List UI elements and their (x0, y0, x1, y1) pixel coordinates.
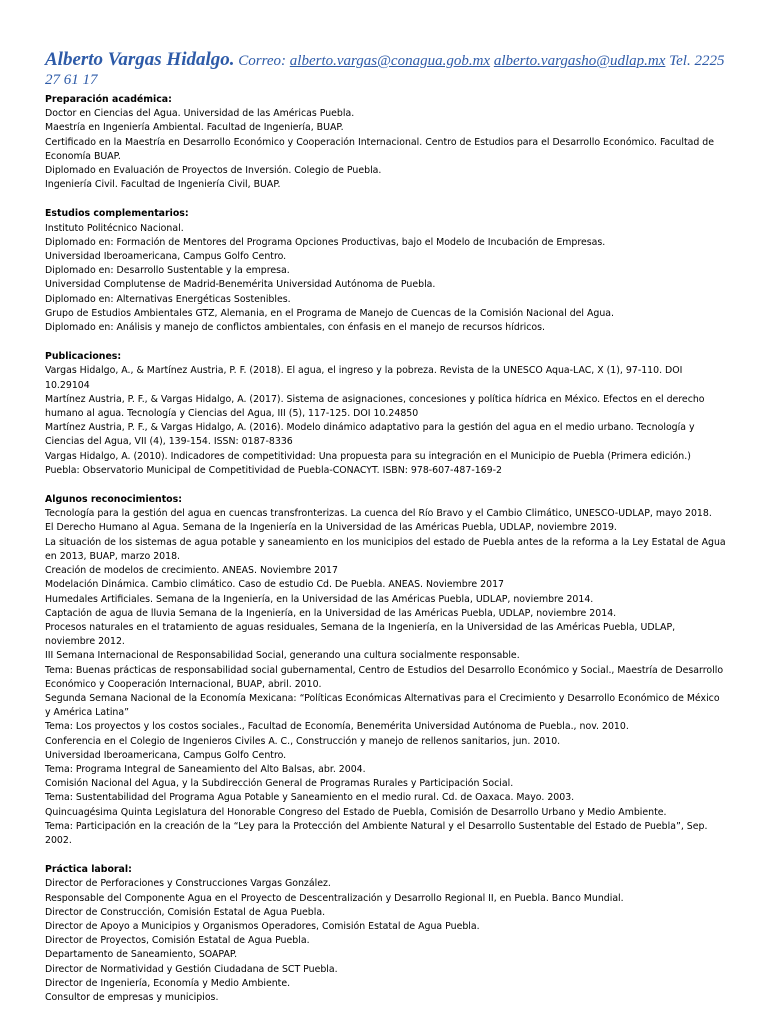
section-entry: Grupo de Estudios Ambientales GTZ, Alemania, en el Programa de Manejo de Cuencas de la Comisión Nacional del Agua. (45, 307, 615, 319)
section-entry: Consultor de empresas y municipios. (45, 991, 219, 1003)
author-name: Alberto Vargas Hidalgo. (45, 49, 235, 70)
section-heading: Estudios complementarios: (45, 208, 189, 220)
section-entry: Humedales Artificiales. Semana de la Ingeniería, en la Universidad de las Américas Puebla, UDLAP, noviembre 2014. (45, 593, 594, 605)
cv-header (45, 50, 728, 90)
section-entry: III Semana Internacional de Responsabilidad Social, generando una cultura socialmente responsable. (45, 650, 520, 662)
section-entry: La situación de los sistemas de agua potable y saneamiento en los municipios del estado de Puebla antes de la reforma a la Ley Estatal de Agua en 2013, BUAP, marzo 2018. (45, 536, 726, 562)
section-entry: Ingeniería Civil. Facultad de Ingeniería Civil, BUAP. (45, 179, 281, 191)
section-entry: Universidad Complutense de Madrid-Benemérita Universidad Autónoma de Puebla. (45, 279, 436, 291)
section-entry: Director de Perforaciones y Construcciones Vargas González. (45, 878, 331, 890)
section-entry: Universidad Iberoamericana, Campus Golfo Centro. (45, 749, 287, 761)
section-entry: Director de Apoyo a Municipios y Organismos Operadores, Comisión Estatal de Agua Puebla. (45, 920, 480, 932)
section-entry: El Derecho Humano al Agua. Semana de la Ingeniería en la Universidad de las Américas Puebla, UDLAP, noviembre 2019. (45, 522, 617, 534)
section-heading: Publicaciones: (45, 351, 122, 363)
section-entry: Maestría en Ingeniería Ambiental. Facultad de Ingeniería, BUAP. (45, 122, 344, 134)
email-link-udlap[interactable]: alberto.vargasho@udlap.mx (493, 53, 666, 69)
section-entry: Director de Ingeniería, Economía y Medio Ambiente. (45, 977, 291, 989)
section-entry: Diplomado en: Formación de Mentores del Programa Opciones Productivas, bajo el Modelo de Incubación de Empresas. (45, 236, 606, 248)
section-entry: Instituto Politécnico Nacional. (45, 222, 184, 234)
email-link-conagua[interactable]: alberto.vargas@conagua.gob.mx (289, 53, 491, 69)
section-heading: Algunos reconocimientos: (45, 494, 182, 506)
section-entry: Diplomado en Evaluación de Proyectos de Inversión. Colegio de Puebla. (45, 165, 382, 177)
section-entry: Tema: Sustentabilidad del Programa Agua Potable y Saneamiento en el medio rural. Cd. de Oaxaca. Mayo. 2003. (45, 792, 575, 804)
section-entry: Vargas Hidalgo, A., & Martínez Austria, P. F. (2018). El agua, el ingreso y la pobreza. Revista de la UNESCO Aqua-LAC, X (1), 97-110. DOI 10.29104 (45, 365, 683, 391)
section-entry: Creación de modelos de crecimiento. ANEAS. Noviembre 2017 (45, 565, 338, 577)
section-entry: Martínez Austria, P. F., & Vargas Hidalgo, A. (2017). Sistema de asignaciones, concesiones y política hídrica en México. Efectos en el derecho humano al agua. Tecnología y Ciencias del Agua, III (5), 117-125. DOI 10.24850 (45, 393, 705, 420)
section-entry: Doctor en Ciencias del Agua. Universidad de las Américas Puebla. (45, 108, 355, 120)
section-entry: Vargas Hidalgo, A. (2010). Indicadores de competitividad: Una propuesta para su integración en el Municipio de Puebla (Primera edición.) Puebla: Observatorio Municipal de Competitividad de Puebla-CONACYT. ISBN: 978-607-487-169-2 (45, 450, 691, 476)
section-entry: Director de Normatividad y Gestión Ciudadana de SCT Puebla. (45, 963, 338, 975)
section-entry: Procesos naturales en el tratamiento de aguas residuales, Semana de la Ingeniería, en la Universidad de las Américas Puebla, UDLAP, noviembre 2012. (45, 621, 676, 648)
section-education (45, 93, 728, 192)
section-entry: Tecnología para la gestión del agua en cuencas transfronterizas. La cuenca del Río Bravo y el Cambio Climático, UNESCO-UDLAP, mayo 2018. (45, 508, 712, 520)
section-complementary-studies (45, 207, 728, 335)
section-entry: Martínez Austria, P. F., & Vargas Hidalgo, A. (2016). Modelo dinámico adaptativo para la gestión del agua en el medio urbano. Tecnología y Ciencias del Agua, VII (4), 139-154. ISSN: 0187-8336 (45, 422, 695, 448)
section-entry: Departamento de Saneamiento, SOAPAP. (45, 949, 238, 961)
email-label: Correo: (238, 53, 287, 69)
section-entry: Responsable del Componente Agua en el Proyecto de Descentralización y Desarrollo Regional II, en Puebla. Banco Mundial. (45, 892, 624, 904)
phone-label: Tel. (669, 53, 691, 69)
section-recognitions (45, 493, 728, 848)
section-entry: Director de Construcción, Comisión Estatal de Agua Puebla. (45, 906, 326, 918)
cv-sections (45, 93, 728, 1005)
section-entry: Diplomado en: Desarrollo Sustentable y la empresa. (45, 265, 290, 277)
section-heading: Preparación académica: (45, 94, 172, 105)
section-entry: Diplomado en: Alternativas Energéticas Sostenibles. (45, 293, 291, 305)
section-entry: Tema: Los proyectos y los costos sociales., Facultad de Economía, Benemérita Universidad Autónoma de Puebla., nov. 2010. (45, 721, 629, 733)
phone-number: 2225 27 61 17 (45, 53, 725, 88)
section-entry: Diplomado en: Análisis y manejo de conflictos ambientales, con énfasis en el manejo de recursos hídricos. (45, 322, 545, 334)
section-entry: Certificado en la Maestría en Desarrollo Económico y Cooperación Internacional. Centro de Estudios para el Desarrollo Económico. Facultad de Economía BUAP. (45, 136, 715, 162)
section-heading: Práctica laboral: (45, 864, 132, 876)
section-entry: Tema: Buenas prácticas de responsabilidad social gubernamental, Centro de Estudios del Desarrollo Económico y Social., Maestría de Desarrollo Económico y Cooperación Internacional, BUAP, abril. 2010. (45, 664, 724, 690)
section-entry: Conferencia en el Colegio de Ingenieros Civiles A. C., Construcción y manejo de rellenos sanitarios, jun. 2010. (45, 735, 561, 747)
section-entry: Quincuagésima Quinta Legislatura del Honorable Congreso del Estado de Puebla, Comisión de Desarrollo Urbano y Medio Ambiente. (45, 806, 667, 818)
section-entry: Segunda Semana Nacional de la Economía Mexicana: “Políticas Económicas Alternativas para el Crecimiento y Desarrollo Económico de México y América Latina” (45, 692, 720, 719)
section-entry: Captación de agua de lluvia Semana de la Ingeniería, en la Universidad de las Américas Puebla, UDLAP, noviembre 2014. (45, 607, 617, 619)
section-entry: Director de Proyectos, Comisión Estatal de Agua Puebla. (45, 935, 310, 947)
section-entry: Tema: Participación en la creación de la “Ley para la Protección del Ambiente Natural y el Desarrollo Sustentable del Estado de Puebla”, Sep. 2002. (45, 820, 708, 846)
section-publications (45, 350, 728, 478)
section-entry: Comisión Nacional del Agua, y la Subdirección General de Programas Rurales y Participación Social. (45, 778, 514, 790)
section-entry: Modelación Dinámica. Cambio climático. Caso de estudio Cd. De Puebla. ANEAS. Noviembre 2017 (45, 579, 505, 591)
section-entry: Tema: Programa Integral de Saneamiento del Alto Balsas, abr. 2004. (45, 763, 366, 775)
section-work-experience (45, 863, 728, 1005)
section-entry: Universidad Iberoamericana, Campus Golfo Centro. (45, 251, 287, 263)
